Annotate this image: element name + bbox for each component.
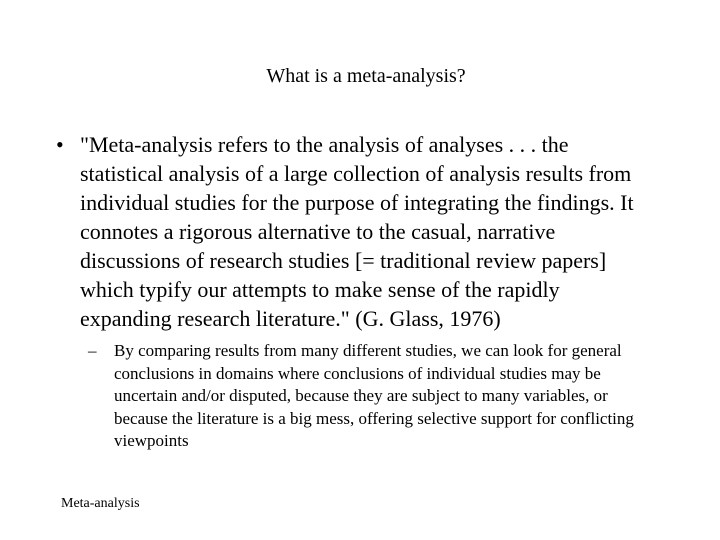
sub-bullet (88, 340, 658, 453)
slide-title: What is a meta-analysis? (266, 65, 466, 87)
bullet-dot-icon: • (56, 132, 64, 157)
footer-label: Meta-analysis (61, 496, 140, 511)
main-bullet-text: "Meta-analysis refers to the analysis of analyses . . . the statistical analysis of a large collection of analysis results from individual studies for the purpose of integrating the findings. It connotes a rigorous alternative to the casual, narrative discussions of research studies [= traditional review papers] which typify our attempts to make sense of the rapidly expanding research literature." (G. Glass, 1976) (80, 132, 634, 331)
sub-bullet-text: By comparing results from many different studies, we can look for general conclusions in domains where conclusions of individual studies may be uncertain and/or disputed, because they are subject to many variables, or because the literature is a big mess, offering selective support for conflicting viewpoints (114, 341, 634, 450)
dash-bullet-icon: – (88, 341, 97, 360)
main-bullet (56, 130, 656, 333)
